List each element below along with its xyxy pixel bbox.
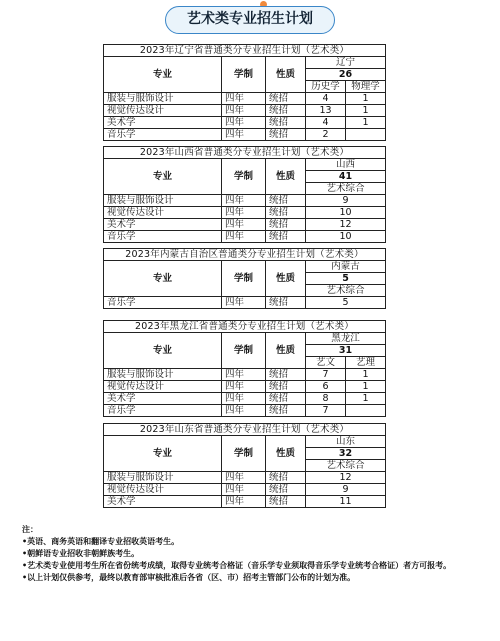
quota-cell: 10: [306, 207, 386, 219]
major-cell: 视觉传达设计: [104, 381, 222, 393]
page-title: 艺术类专业招生计划: [165, 6, 335, 34]
duration-cell: 四年: [222, 195, 266, 207]
header-duration: 学制: [222, 261, 266, 297]
duration-cell: 四年: [222, 207, 266, 219]
quota-cell: 9: [306, 195, 386, 207]
province-name: 山西: [306, 159, 386, 171]
province-total: 32: [306, 448, 386, 460]
note-item: •英语、商务英语和翻译专业招收英语考生。: [22, 537, 180, 546]
duration-cell: 四年: [222, 405, 266, 417]
header-nature: 性质: [266, 333, 306, 369]
header-duration: 学制: [222, 57, 266, 93]
duration-cell: 四年: [222, 297, 266, 309]
quota-cell: 7: [306, 405, 346, 417]
quota-cell: 1: [346, 105, 386, 117]
major-cell: 音乐学: [104, 129, 222, 141]
subcolumn-header: 艺理: [346, 357, 386, 369]
province-name: 辽宁: [306, 57, 386, 69]
header-nature: 性质: [266, 159, 306, 195]
duration-cell: 四年: [222, 105, 266, 117]
table-row: [104, 129, 386, 141]
nature-cell: 统招: [266, 195, 306, 207]
title-banner: [0, 0, 500, 38]
header-nature: 性质: [266, 436, 306, 472]
duration-cell: 四年: [222, 381, 266, 393]
nature-cell: 统招: [266, 105, 306, 117]
nature-cell: 统招: [266, 472, 306, 484]
major-cell: 视觉传达设计: [104, 207, 222, 219]
table-row: [104, 484, 386, 496]
notes: [22, 524, 492, 584]
header-duration: 学制: [222, 333, 266, 369]
table-row: [104, 381, 386, 393]
province-total: 41: [306, 171, 386, 183]
duration-cell: 四年: [222, 93, 266, 105]
table-caption: 2023年内蒙古自治区普通类分专业招生计划（艺术类）: [104, 249, 386, 261]
quota-cell: [346, 129, 386, 141]
nature-cell: 统招: [266, 405, 306, 417]
duration-cell: 四年: [222, 496, 266, 508]
province-name: 内蒙古: [306, 261, 386, 273]
nature-cell: 统招: [266, 219, 306, 231]
header-major: 专业: [104, 57, 222, 93]
quota-cell: 7: [306, 369, 346, 381]
quota-cell: 10: [306, 231, 386, 243]
major-cell: 美术学: [104, 393, 222, 405]
subcolumn-header: 艺术综合: [306, 460, 386, 472]
table-row: [104, 297, 386, 309]
quota-cell: 2: [306, 129, 346, 141]
nature-cell: 统招: [266, 369, 306, 381]
subcolumn-header: 艺文: [306, 357, 346, 369]
major-cell: 美术学: [104, 496, 222, 508]
header-duration: 学制: [222, 436, 266, 472]
table-row: [104, 393, 386, 405]
major-cell: 视觉传达设计: [104, 484, 222, 496]
enrollment-table: [103, 423, 386, 508]
table-row: [104, 472, 386, 484]
table-caption: 2023年黑龙江省普通类分专业招生计划（艺术类）: [104, 321, 386, 333]
nature-cell: 统招: [266, 393, 306, 405]
subcolumn-header: 历史学: [306, 81, 346, 93]
quota-cell: 5: [306, 297, 386, 309]
major-cell: 服装与服饰设计: [104, 93, 222, 105]
note-item: •以上计划仅供参考，最终以教育部审核批准后各省（区、市）招考主管部门公布的计划为准。: [22, 573, 356, 582]
table-row: [104, 231, 386, 243]
header-major: 专业: [104, 159, 222, 195]
subcolumn-header: 艺术综合: [306, 183, 386, 195]
quota-cell: 4: [306, 117, 346, 129]
nature-cell: 统招: [266, 231, 306, 243]
quota-cell: 11: [306, 496, 386, 508]
major-cell: 视觉传达设计: [104, 105, 222, 117]
quota-cell: 4: [306, 93, 346, 105]
table-row: [104, 219, 386, 231]
major-cell: 服装与服饰设计: [104, 369, 222, 381]
nature-cell: 统招: [266, 484, 306, 496]
major-cell: 服装与服饰设计: [104, 472, 222, 484]
duration-cell: 四年: [222, 393, 266, 405]
duration-cell: 四年: [222, 219, 266, 231]
province-total: 31: [306, 345, 386, 357]
notes-heading: 注：: [22, 525, 38, 534]
major-cell: 音乐学: [104, 405, 222, 417]
table-row: [104, 369, 386, 381]
table-row: [104, 195, 386, 207]
quota-cell: [346, 405, 386, 417]
nature-cell: 统招: [266, 117, 306, 129]
enrollment-table: [103, 44, 386, 141]
duration-cell: 四年: [222, 484, 266, 496]
quota-cell: 13: [306, 105, 346, 117]
nature-cell: 统招: [266, 381, 306, 393]
quota-cell: 6: [306, 381, 346, 393]
quota-cell: 1: [346, 117, 386, 129]
quota-cell: 12: [306, 219, 386, 231]
table-row: [104, 496, 386, 508]
duration-cell: 四年: [222, 231, 266, 243]
subcolumn-header: 艺术综合: [306, 285, 386, 297]
subcolumn-header: 物理学: [346, 81, 386, 93]
province-name: 山东: [306, 436, 386, 448]
quota-cell: 1: [346, 381, 386, 393]
province-total: 5: [306, 273, 386, 285]
quota-cell: 8: [306, 393, 346, 405]
province-name: 黑龙江: [306, 333, 386, 345]
note-item: •艺术类专业使用考生所在省份统考成绩，取得专业统考合格证（音乐学专业须取得音乐学专业统考合格证）者方可报考。: [22, 561, 452, 570]
table-row: [104, 207, 386, 219]
duration-cell: 四年: [222, 369, 266, 381]
note-item: •朝鲜语专业招收非朝鲜族考生。: [22, 549, 140, 558]
nature-cell: 统招: [266, 207, 306, 219]
table-row: [104, 405, 386, 417]
table-caption: 2023年山东省普通类分专业招生计划（艺术类）: [104, 424, 386, 436]
header-nature: 性质: [266, 57, 306, 93]
header-nature: 性质: [266, 261, 306, 297]
nature-cell: 统招: [266, 129, 306, 141]
nature-cell: 统招: [266, 93, 306, 105]
quota-cell: 1: [346, 93, 386, 105]
enrollment-table: [103, 146, 386, 243]
nature-cell: 统招: [266, 496, 306, 508]
quota-cell: 12: [306, 472, 386, 484]
header-duration: 学制: [222, 159, 266, 195]
header-major: 专业: [104, 436, 222, 472]
enrollment-table: [103, 320, 386, 417]
header-major: 专业: [104, 261, 222, 297]
major-cell: 美术学: [104, 117, 222, 129]
quota-cell: 9: [306, 484, 386, 496]
duration-cell: 四年: [222, 129, 266, 141]
duration-cell: 四年: [222, 117, 266, 129]
table-caption: 2023年山西省普通类分专业招生计划（艺术类）: [104, 147, 386, 159]
major-cell: 美术学: [104, 219, 222, 231]
table-row: [104, 105, 386, 117]
enrollment-table: [103, 248, 386, 309]
major-cell: 服装与服饰设计: [104, 195, 222, 207]
table-row: [104, 117, 386, 129]
duration-cell: 四年: [222, 472, 266, 484]
quota-cell: 1: [346, 393, 386, 405]
province-total: 26: [306, 69, 386, 81]
table-row: [104, 93, 386, 105]
header-major: 专业: [104, 333, 222, 369]
major-cell: 音乐学: [104, 297, 222, 309]
table-caption: 2023年辽宁省普通类分专业招生计划（艺术类）: [104, 45, 386, 57]
major-cell: 音乐学: [104, 231, 222, 243]
quota-cell: 1: [346, 369, 386, 381]
nature-cell: 统招: [266, 297, 306, 309]
